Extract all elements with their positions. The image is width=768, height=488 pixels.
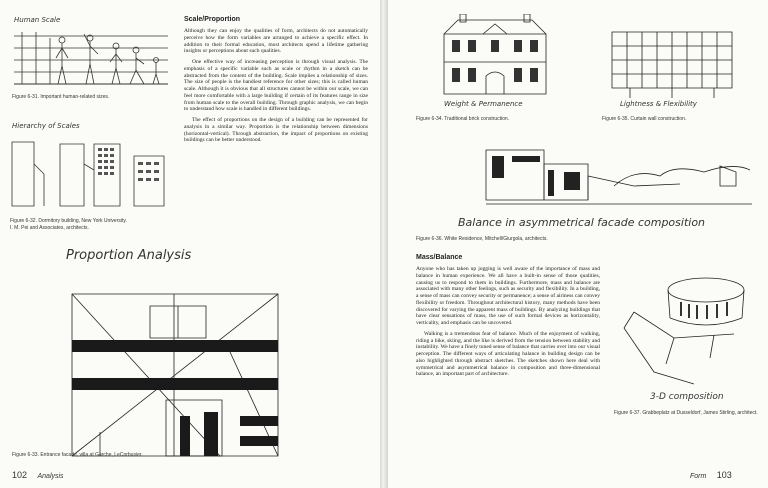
figure-6-32-caption-line1: Figure 6-32. Dormitory building, New York University. xyxy=(10,218,127,224)
paragraph: Walking is a tremendous feat of balance. Much of the enjoyment of walking, riding a bike, skiing, and the like is derived from the tension between stability and instability. We have a finely tuned sense of balance that carries over into our visual perception. The different ways of articulating balance in building design can be also highlighted through abstract sketches. The sketches shown here deal with symmetrical and asymmetrical balance in composition and three-dimensional balance, an important part of architecture. xyxy=(416,330,600,378)
figure-6-31-caption: Figure 6-31. Important human-related sizes. xyxy=(12,94,110,100)
paragraph: One effective way of increasing perception is through visual analysis. The emphasis of a specific variable such as scale or rhythm in a sketch can be abstracted from the content of the building. Scale implies a relationship of sizes. The size of people is the handiest reference for other sizes; this is called human scale. Although it is obvious that all structures cannot be within our scale, we can feel more comfortable with a large building if certain of its features range in size from human scale to the overall building. Through graphic analysis, we can begin to understand how scale is handled in different buildings. xyxy=(184,59,368,113)
three-d-composition-label: 3-D composition xyxy=(650,392,724,402)
right-folio xyxy=(684,465,732,483)
figure-6-32-caption-line2: I. M. Pei and Associates, architects. xyxy=(10,225,89,231)
left-page xyxy=(0,0,380,488)
figure-6-37-caption: Figure 6-37. Grabbeplatz at Dusseldorf, James Stirling, architect. xyxy=(614,410,758,416)
hierarchy-sketch xyxy=(10,134,170,212)
figure-6-34-caption: Figure 6-34. Traditional brick construction. xyxy=(416,116,510,122)
left-folio xyxy=(12,465,70,483)
brick-house-sketch xyxy=(438,14,552,98)
book-gutter xyxy=(380,0,388,488)
right-page xyxy=(388,0,768,488)
figure-6-35-caption: Figure 6-35. Curtain wall construction. xyxy=(602,116,687,122)
proportion-analysis-label: Proportion Analysis xyxy=(66,248,192,263)
mass-balance-heading: Mass/Balance xyxy=(416,254,463,261)
human-scale-label: Human Scale xyxy=(14,16,61,24)
figure-6-36-caption: Figure 6-36. White Residence, Mitchell/Giurgola, architects. xyxy=(416,236,548,242)
lightness-flexibility-label: Lightness & Flexibility xyxy=(620,100,697,108)
scale-proportion-heading: Scale/Proportion xyxy=(184,16,241,23)
mass-balance-text xyxy=(416,266,600,382)
page-number: 102 xyxy=(12,470,28,480)
hierarchy-of-scales-label: Hierarchy of Scales xyxy=(12,122,80,130)
white-residence-sketch xyxy=(484,146,754,212)
paragraph: Anyone who has taken up jogging is well aware of the importance of mass and balance in human experience. We all have a built-in sense of those qualities, causing us to respond to them in buildings. Furthermore, mass and balance are associated with many other feelings, such as security and flexibility. In a building, a sense of mass can convey security or permanence; a sense of airiness can convey flexibility or freedom. Throughout architectural history, many methods have been discovered for varying the apparent mass of buildings. By analyzing buildings that have clear sensations of mass, the use of such formal devices as horizontality, verticality, and emphasis can be uncovered. xyxy=(416,266,600,326)
paragraph: The effect of proportions on the design of a building can be represented for analysis in a similar way. Proportion is the relationship between dimensions (horizontal-vertical). Through abstraction, the impact of proportions on existing buildings can be better understood. xyxy=(184,117,368,144)
human-scale-sketch xyxy=(12,24,172,90)
running-section: Analysis xyxy=(37,473,64,480)
scale-proportion-text xyxy=(184,28,368,148)
grabbeplatz-sketch xyxy=(614,268,754,386)
page-number: 103 xyxy=(716,470,732,480)
running-section: Form xyxy=(690,473,707,480)
balance-label: Balance in asymmetrical facade composition xyxy=(458,216,706,229)
figure-6-32-caption xyxy=(10,218,180,232)
figure-6-33-caption: Figure 6-33. Entrance facade, villa at Garche, LeCorbusier. xyxy=(12,452,143,458)
curtain-wall-sketch xyxy=(610,30,734,98)
paragraph: Although they can enjoy the qualities of form, architects do not automatically perceive how the form variables are arranged to achieve a specific effect. In addition to their formal education, most architects spend a lifetime gathering insights or perceptions about such qualities. xyxy=(184,28,368,55)
villa-garche-sketch xyxy=(70,292,282,458)
weight-permanence-label: Weight & Permanence xyxy=(444,100,523,108)
